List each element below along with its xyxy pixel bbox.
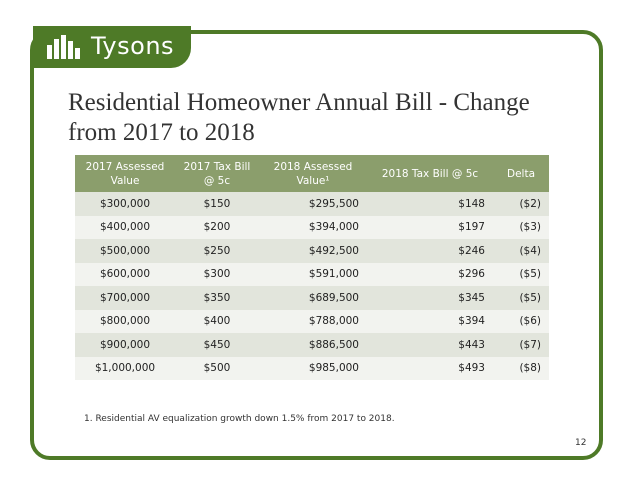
cell-2018-value: $492,500 — [259, 239, 367, 263]
tax-bill-table — [75, 155, 549, 380]
cell-delta: ($3) — [493, 216, 549, 240]
table-row — [75, 263, 549, 287]
table-row — [75, 192, 549, 216]
cell-delta: ($2) — [493, 192, 549, 216]
cell-2018-value: $295,500 — [259, 192, 367, 216]
cell-2018-bill: $493 — [367, 357, 493, 381]
header-2018-tax-bill: 2018 Tax Bill @ 5c — [367, 155, 493, 192]
logo-text: Tysons — [91, 32, 175, 60]
cell-2018-bill: $394 — [367, 310, 493, 334]
cell-2017-bill: $200 — [175, 216, 259, 240]
cell-2017-value: $1,000,000 — [75, 357, 175, 381]
cell-2018-bill: $246 — [367, 239, 493, 263]
footnote: 1. Residential AV equalization growth down 1.5% from 2017 to 2018. — [84, 414, 395, 424]
cell-2018-value: $886,500 — [259, 333, 367, 357]
cell-2017-bill: $300 — [175, 263, 259, 287]
header-2018-assessed-value: 2018 Assessed Value¹ — [259, 155, 367, 192]
cell-2017-bill: $350 — [175, 286, 259, 310]
cell-2018-value: $394,000 — [259, 216, 367, 240]
header-2017-tax-bill: 2017 Tax Bill @ 5c — [175, 155, 259, 192]
cell-2018-value: $985,000 — [259, 357, 367, 381]
table-row — [75, 333, 549, 357]
cell-2018-bill: $148 — [367, 192, 493, 216]
cell-2018-bill: $296 — [367, 263, 493, 287]
header-2017-assessed-value: 2017 Assessed Value — [75, 155, 175, 192]
table-row — [75, 357, 549, 381]
cell-2017-value: $700,000 — [75, 286, 175, 310]
cell-2017-value: $600,000 — [75, 263, 175, 287]
cell-delta: ($5) — [493, 286, 549, 310]
cell-2018-value: $788,000 — [259, 310, 367, 334]
cell-2018-value: $591,000 — [259, 263, 367, 287]
cell-2018-value: $689,500 — [259, 286, 367, 310]
cell-delta: ($4) — [493, 239, 549, 263]
cell-2017-value: $800,000 — [75, 310, 175, 334]
cell-2018-bill: $345 — [367, 286, 493, 310]
table-row — [75, 216, 549, 240]
slide-title: Residential Homeowner Annual Bill - Change from 2017 to 2018 — [68, 89, 530, 146]
cell-2017-value: $300,000 — [75, 192, 175, 216]
building-bars-icon — [47, 35, 81, 59]
cell-2017-bill: $500 — [175, 357, 259, 381]
page-number: 12 — [575, 438, 587, 448]
table-row — [75, 239, 549, 263]
cell-2018-bill: $197 — [367, 216, 493, 240]
table-header-row — [75, 155, 549, 192]
cell-2017-value: $400,000 — [75, 216, 175, 240]
cell-2017-value: $500,000 — [75, 239, 175, 263]
table-row — [75, 310, 549, 334]
cell-2017-bill: $150 — [175, 192, 259, 216]
cell-delta: ($7) — [493, 333, 549, 357]
cell-2017-value: $900,000 — [75, 333, 175, 357]
cell-2017-bill: $400 — [175, 310, 259, 334]
cell-2018-bill: $443 — [367, 333, 493, 357]
table-row — [75, 286, 549, 310]
header-delta: Delta — [493, 155, 549, 192]
logo-tab — [33, 26, 191, 68]
cell-delta: ($8) — [493, 357, 549, 381]
cell-2017-bill: $250 — [175, 239, 259, 263]
cell-delta: ($6) — [493, 310, 549, 334]
cell-delta: ($5) — [493, 263, 549, 287]
cell-2017-bill: $450 — [175, 333, 259, 357]
